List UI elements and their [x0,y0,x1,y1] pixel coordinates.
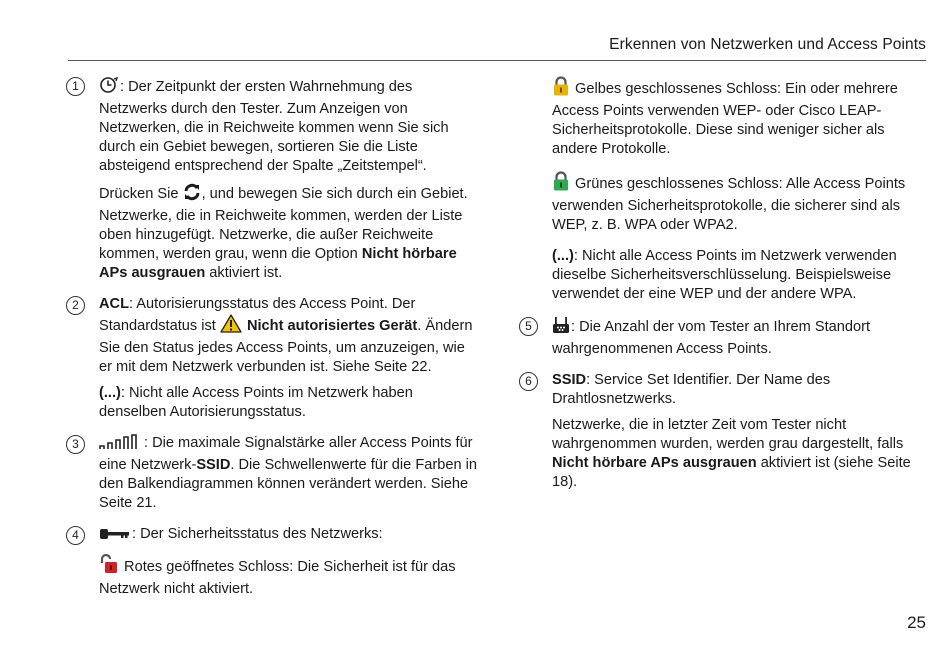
callout-item-6 [519,371,929,492]
item6-p2-pre: Netzwerke, die in letzter Zeit vom Tester nicht wahrgenommen wurden, werden grau dargestellt, falls [552,417,904,452]
callout-item-3 [66,434,478,513]
item1-p2-pre: Drücken Sie [99,186,179,202]
item2-status-bold: Nicht autorisiertes Gerät [246,318,418,334]
item6-paragraph-2 [552,416,929,492]
item4-p2-text: Rotes geöffnetes Schloss: Die Sicherheit ist für das Netzwerk nicht aktiviert. [99,559,456,597]
signal-bars-icon [99,434,143,456]
mixed-security-paragraph [552,247,929,304]
left-column [66,76,478,611]
green-lock-text: Grünes geschlossenes Schloss: Alle Access Points verwenden Sicherheitsprotokolle, die sicherer sind als WEP, z. B. WPA oder WPA2. [552,176,906,233]
item1-paragraph-2 [99,183,478,283]
yellow-lock-text: Gelbes geschlossenes Schloss: Ein oder mehrere Access Points verwenden WEP- oder Cisco LEAP-Sicherheitsprotokolle. Diese sind weniger sicher als andere Protokolle. [552,81,898,157]
callout-number-1: 1 [66,77,85,96]
item6-paragraph-1 [552,371,929,409]
item4-p1-text: : Der Sicherheitsstatus des Netzwerks: [132,526,383,542]
callout-number-3: 3 [66,435,85,454]
item2-paragraph-2 [99,384,478,422]
item4-paragraph-2 [99,554,478,599]
refresh-icon [183,183,201,207]
access-point-count-icon [552,316,570,340]
security-yellow-block [519,76,929,159]
warning-icon [220,314,242,339]
item6-ssid-bold: SSID [552,372,587,388]
item5-text: : Die Anzahl der vom Tester an Ihrem Standort wahrgenommenen Access Points. [552,319,871,357]
callout-number-4: 4 [66,526,85,545]
callout-item-1 [66,76,478,283]
red-open-lock-icon [99,554,119,580]
mixed-security-text: : Nicht alle Access Points im Netzwerk verwenden dieselbe Sicherheitsverschlüsselung. Beispielsweise verwendet der eine WEP und der andere WPA. [552,248,897,302]
item1-paragraph-1 [99,76,478,176]
key-icon [99,527,131,547]
callout-item-4 [66,525,478,599]
item1-p1-text: : Der Zeitpunkt der ersten Wahrnehmung des Netzwerks durch den Tester. Zum Anzeigen von Netzwerken, die in Reichweite kommen wenn Sie sich durch ein Gebiet bewegen, sortieren Sie die Liste absteigend entsprechend der Spalte „Zeitstempel“. [99,79,449,174]
mixed-dots-bold: (...) [552,248,574,264]
item1-p2-bold: Nicht hörbare APs ausgrauen [99,246,457,281]
item2-paragraph-1 [99,295,478,377]
page-number: 25 [907,613,926,632]
callout-item-5 [519,316,929,359]
item3-p1-post: . Die Schwellenwerte für die Farben in den Balkendiagrammen können verändert werden. Siehe Seite 21. [99,457,477,511]
green-lock-paragraph [552,171,929,235]
yellow-lock-paragraph [552,76,929,159]
header-rule [68,60,926,61]
item3-ssid-bold: SSID [196,457,231,473]
item2-dots-bold: (...) [99,385,121,401]
item4-paragraph-1 [99,525,478,547]
page-header-title: Erkennen von Netzwerken und Access Points [609,36,926,53]
green-closed-lock-icon [552,171,570,197]
right-column [519,76,929,504]
yellow-closed-lock-icon [552,76,570,102]
item3-paragraph-1 [99,434,478,513]
item1-p2-mid: , und bewegen Sie sich durch ein Gebiet. Netzwerke, die in Reichweite kommen, werden der Liste oben hinzugefügt. Netzwerke, die außer Reichweite kommen, werden grau, wenn die Option [99,186,468,262]
item2-p2-post: : Nicht alle Access Points im Netzwerk haben denselben Autorisierungsstatus. [99,385,413,420]
item6-p2-bold: Nicht hörbare APs ausgrauen [552,455,757,471]
callout-number-2: 2 [66,296,85,315]
item3-p1-pre: : Die maximale Signalstärke aller Access Points für eine Netzwerk- [99,435,473,473]
item1-p2-post: aktiviert ist. [205,265,283,281]
security-green-block [519,171,929,235]
item2-acl-label: ACL [99,296,129,312]
item5-paragraph-1 [552,316,929,359]
item6-p1-text: : Service Set Identifier. Der Name des Drahtlosnetzwerks. [552,372,831,407]
item6-p2-post: aktiviert ist (siehe Seite 18). [552,455,911,490]
callout-number-6: 6 [519,372,538,391]
item2-p1-pre: : Autorisierungsstatus des Access Point. Der Standardstatus ist [99,296,416,334]
callout-item-2 [66,295,478,422]
item2-p1-post: . Ändern Sie den Status jedes Access Points, um anzuzeigen, wie er mit dem Netzwerk verbunden ist. Siehe Seite 22. [99,318,473,375]
clock-icon [99,76,119,100]
callout-number-5: 5 [519,317,538,336]
security-mixed-block [519,247,929,304]
